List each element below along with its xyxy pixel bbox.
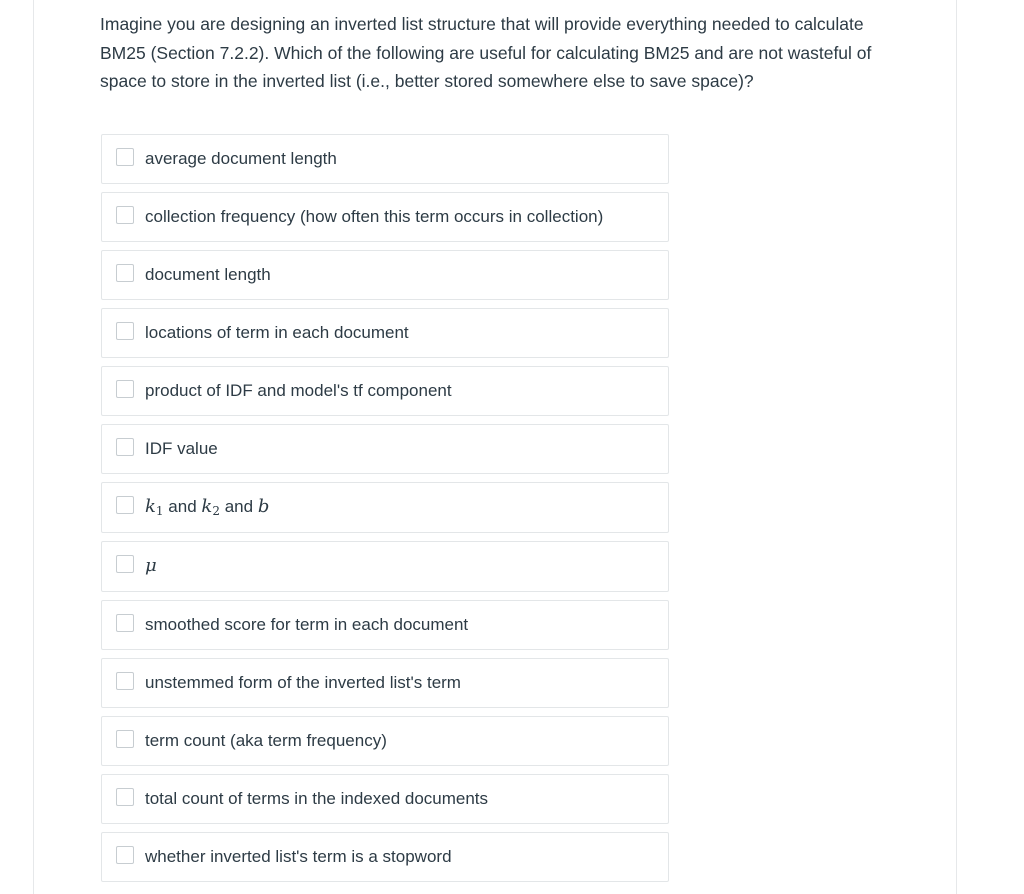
- option-product-idf-tf[interactable]: [101, 366, 669, 416]
- checkbox[interactable]: [116, 438, 134, 456]
- option-unstemmed-form[interactable]: [101, 658, 669, 708]
- option-label: product of IDF and model's tf component: [145, 381, 452, 400]
- checkbox[interactable]: [116, 672, 134, 690]
- option-label-math: $k_1$ and $k_2$ and b: [145, 496, 270, 518]
- math-mu: μ: [145, 555, 157, 576]
- option-k1-k2-b[interactable]: [101, 482, 669, 533]
- checkbox[interactable]: [116, 380, 134, 398]
- option-locations-of-term[interactable]: [101, 308, 669, 358]
- option-stopword[interactable]: [101, 832, 669, 882]
- checkbox[interactable]: [116, 322, 134, 340]
- checkbox[interactable]: [116, 496, 134, 514]
- checkbox[interactable]: [116, 788, 134, 806]
- option-label: term count (aka term frequency): [145, 731, 387, 750]
- option-label: total count of terms in the indexed documents: [145, 789, 489, 808]
- option-label: unstemmed form of the inverted list's term: [145, 673, 461, 692]
- option-total-count-terms[interactable]: [101, 774, 669, 824]
- option-label: collection frequency (how often this term occurs in collection): [145, 207, 604, 226]
- checkbox[interactable]: [116, 555, 134, 573]
- checkbox[interactable]: [116, 846, 134, 864]
- math-b: b: [257, 496, 270, 517]
- checkbox[interactable]: [116, 148, 134, 166]
- option-label: locations of term in each document: [145, 323, 409, 342]
- question-text: Imagine you are designing an inverted list structure that will provide everything needed to calculate BM25 (Section 7.2.2). Which of the following are useful for calculating BM25 and are not wasteful of space to store in the inverted list (i.e., better stored somewhere else to save space)?: [100, 14, 872, 91]
- option-document-length[interactable]: [101, 250, 669, 300]
- option-term-count[interactable]: [101, 716, 669, 766]
- answer-options: [101, 134, 669, 890]
- math-k1: $k_1$: [145, 496, 164, 518]
- option-average-document-length[interactable]: [101, 134, 669, 184]
- option-smoothed-score[interactable]: [101, 600, 669, 650]
- option-label: whether inverted list's term is a stopword: [145, 847, 452, 866]
- checkbox[interactable]: [116, 614, 134, 632]
- checkbox[interactable]: [116, 730, 134, 748]
- option-collection-frequency[interactable]: [101, 192, 669, 242]
- option-mu[interactable]: [101, 541, 669, 592]
- option-label: document length: [145, 265, 271, 284]
- option-label: average document length: [145, 149, 337, 168]
- option-idf-value[interactable]: [101, 424, 669, 474]
- option-label: smoothed score for term in each document: [145, 615, 469, 634]
- option-label: IDF value: [145, 439, 218, 458]
- checkbox[interactable]: [116, 264, 134, 282]
- checkbox[interactable]: [116, 206, 134, 224]
- math-k2: $k_2$: [201, 496, 220, 518]
